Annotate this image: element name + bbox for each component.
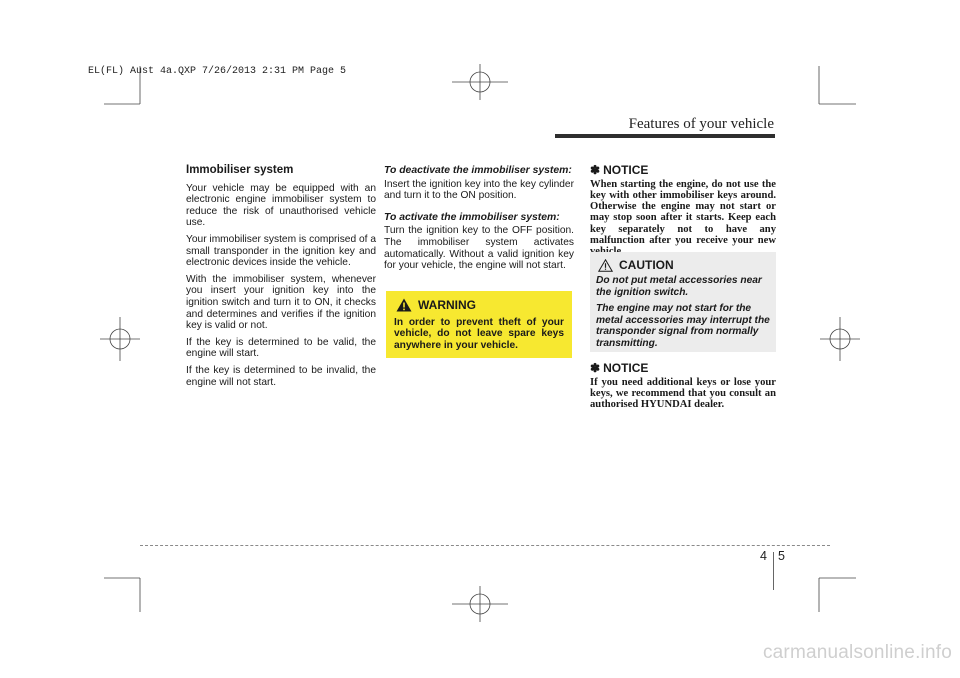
watermark: carmanualsonline.info: [762, 642, 952, 663]
registration-mark-icon: [452, 64, 508, 100]
deactivate-heading: To deactivate the immobiliser system:: [384, 165, 572, 176]
warning-header: [396, 298, 564, 312]
print-slug: EL(FL) Aust 4a.QXP 7/26/2013 2:31 PM Page 5: [88, 66, 347, 77]
registration-mark-icon: [100, 317, 140, 361]
header-rule: [555, 134, 775, 138]
notice-star-icon: ✽: [590, 163, 601, 177]
paragraph: Your immobiliser system is comprised of a small transponder in the ignition key and electronic devices inside the vehicle.: [186, 233, 376, 269]
activate-heading: To activate the immobiliser system:: [384, 211, 560, 223]
page-number-divider: [773, 552, 774, 590]
warning-triangle-icon: [396, 298, 412, 312]
activation-column: [384, 165, 574, 277]
page-number: 5: [778, 549, 785, 563]
footer-dashed-rule: [140, 545, 830, 546]
warning-text: In order to prevent theft of your vehicle, do not leave spare keys anywhere in your vehicle.: [394, 317, 564, 351]
notice-star-icon: ✽: [590, 361, 601, 375]
chapter-number: 4: [760, 549, 767, 563]
immobiliser-column: [186, 165, 376, 393]
notice-label: NOTICE: [603, 361, 649, 375]
caution-label: CAUTION: [619, 258, 674, 272]
caution-header: [598, 258, 770, 272]
caution-triangle-icon: [598, 259, 613, 272]
notice-column-lower: [590, 363, 776, 415]
activate-text: Turn the ignition key to the OFF position. The immobiliser system activates automatically. Without a valid ignition key for your vehicle, the engine will not start.: [384, 225, 574, 272]
paragraph: Your vehicle may be equipped with an electronic engine immobiliser system to reduce the risk of unauthorised vehicle use.: [186, 182, 376, 229]
notice-column: [590, 165, 776, 263]
paragraph: If the key is determined to be valid, the engine will start.: [186, 336, 376, 360]
section-title: Features of your vehicle: [628, 116, 774, 132]
registration-mark-icon: [452, 586, 508, 622]
notice-text: When starting the engine, do not use the key with other immobiliser keys around. Otherwise the engine may not start or may stop soon after it starts. Keep each key separately not to have any malfunction after you receive your new: [590, 178, 776, 247]
crop-mark-icon: [104, 578, 140, 612]
caution-box: [590, 252, 776, 352]
paragraph: With the immobiliser system, whenever you insert your ignition key into the ignition switch and turn it to ON, it checks and determines and verifies if the ignition key is valid or not.: [186, 273, 376, 332]
notice-heading: [590, 363, 776, 375]
caution-text: Do not put metal accessories near the ignition switch.: [596, 275, 762, 298]
registration-mark-icon: [820, 317, 860, 361]
warning-box: [386, 291, 572, 358]
crop-mark-icon: [819, 66, 856, 104]
notice-label: NOTICE: [603, 163, 649, 177]
caution-text: The engine may not start for the metal accessories may interrupt the transponder signal from normally transmitting.: [596, 303, 770, 349]
immobiliser-heading: Immobiliser system: [186, 164, 294, 176]
deactivate-text: Insert the ignition key into the key cylinder and turn it to the ON position.: [384, 178, 574, 202]
warning-label: WARNING: [418, 298, 476, 312]
crop-mark-icon: [819, 578, 856, 612]
paragraph: If the key is determined to be invalid, the engine will not start.: [186, 364, 376, 388]
notice-text: If you need additional keys or lose your keys, we recommend that you consult an authorised HYUNDAI dealer.: [590, 376, 776, 411]
notice-heading: [590, 165, 776, 177]
